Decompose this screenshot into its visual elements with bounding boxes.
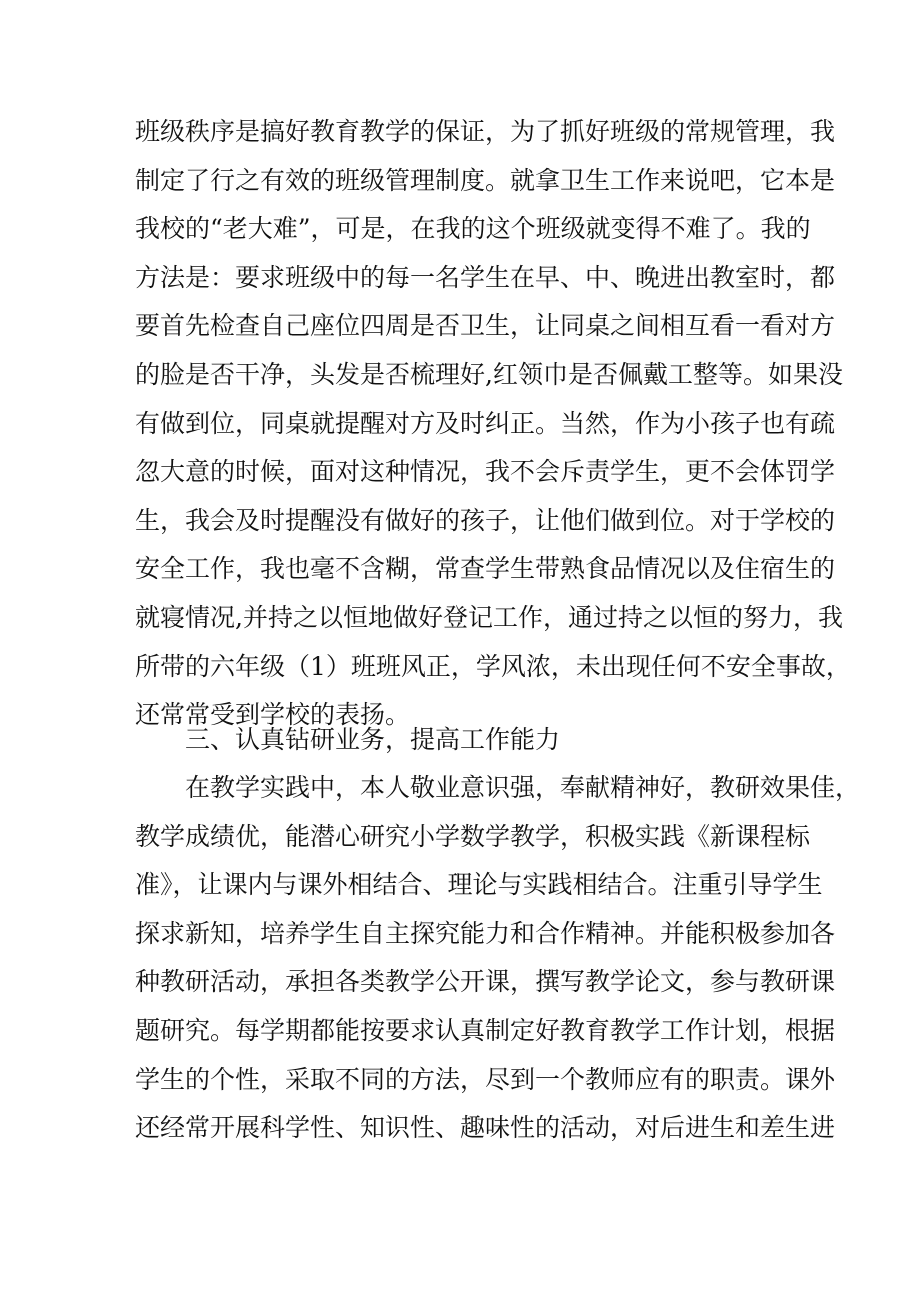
paragraph-line: 安全工作，我也毫不含糊，常查学生带熟食品情况以及住宿生的	[135, 554, 836, 584]
paragraph-class-management	[135, 108, 851, 740]
paragraph-line: 教学成绩优，能潜心研究小学数学教学，积极实践《新课程标	[135, 821, 811, 851]
paragraph-line: 的脸是否干净，头发是否梳理好,红领巾是否佩戴工整等。如果没	[135, 359, 843, 389]
paragraph-line: 准》，让课内与课外相结合、理论与实践相结合。注重引导学生	[135, 870, 823, 900]
paragraph-line: 还经常开展科学性、知识性、趣味性的活动，对后进生和差生进	[135, 1113, 836, 1143]
section-heading-text: 三、认真钻研业务，提高工作能力	[185, 725, 561, 754]
paragraph-line: 制定了行之有效的班级管理制度。就拿卫生工作来说吧，它本是	[135, 165, 836, 195]
paragraph-line: 忽大意的时候，面对这种情况，我不会斥责学生，更不会体罚学	[135, 457, 836, 487]
paragraph-line: 还常常受到学校的表扬。	[135, 700, 411, 730]
paragraph-line: 学生的个性，采取不同的方法，尽到一个教师应有的职责。课外	[135, 1064, 836, 1094]
paragraph-line: 题研究。每学期都能按要求认真制定好教育教学工作计划，根据	[135, 1015, 836, 1045]
paragraph-line: 探求新知，培养学生自主探究能力和合作精神。并能积极参加各	[135, 918, 836, 948]
paragraph-teaching-practice	[135, 764, 861, 1153]
paragraph-line: 要首先检查自己座位四周是否卫生，让同桌之间相互看一看对方	[135, 311, 836, 341]
paragraph-line: 就寝情况,并持之以恒地做好登记工作，通过持之以恒的努力，我	[135, 602, 843, 632]
paragraph-line: 生，我会及时提醒没有做好的孩子，让他们做到位。对于学校的	[135, 505, 836, 535]
paragraph-line: 我校的“老大难”，可是，在我的这个班级就变得不难了。我的	[135, 214, 811, 244]
paragraph-line: 所带的六年级（1）班班风正，学风浓，未出现任何不安全事故，	[135, 651, 851, 681]
paragraph-line: 在教学实践中，本人敬业意识强，奉献精神好，教研效果佳，	[185, 773, 861, 802]
paragraph-line: 种教研活动，承担各类教学公开课，撰写教学论文，参与教研课	[135, 967, 836, 997]
section-heading	[135, 716, 795, 765]
paragraph-line: 班级秩序是搞好教育教学的保证，为了抓好班级的常规管理，我	[135, 117, 836, 146]
paragraph-line: 方法是：要求班级中的每一名学生在早、中、晚进出教室时，都	[135, 262, 836, 292]
paragraph-line: 有做到位，同桌就提醒对方及时纠正。当然，作为小孩子也有疏	[135, 408, 836, 438]
